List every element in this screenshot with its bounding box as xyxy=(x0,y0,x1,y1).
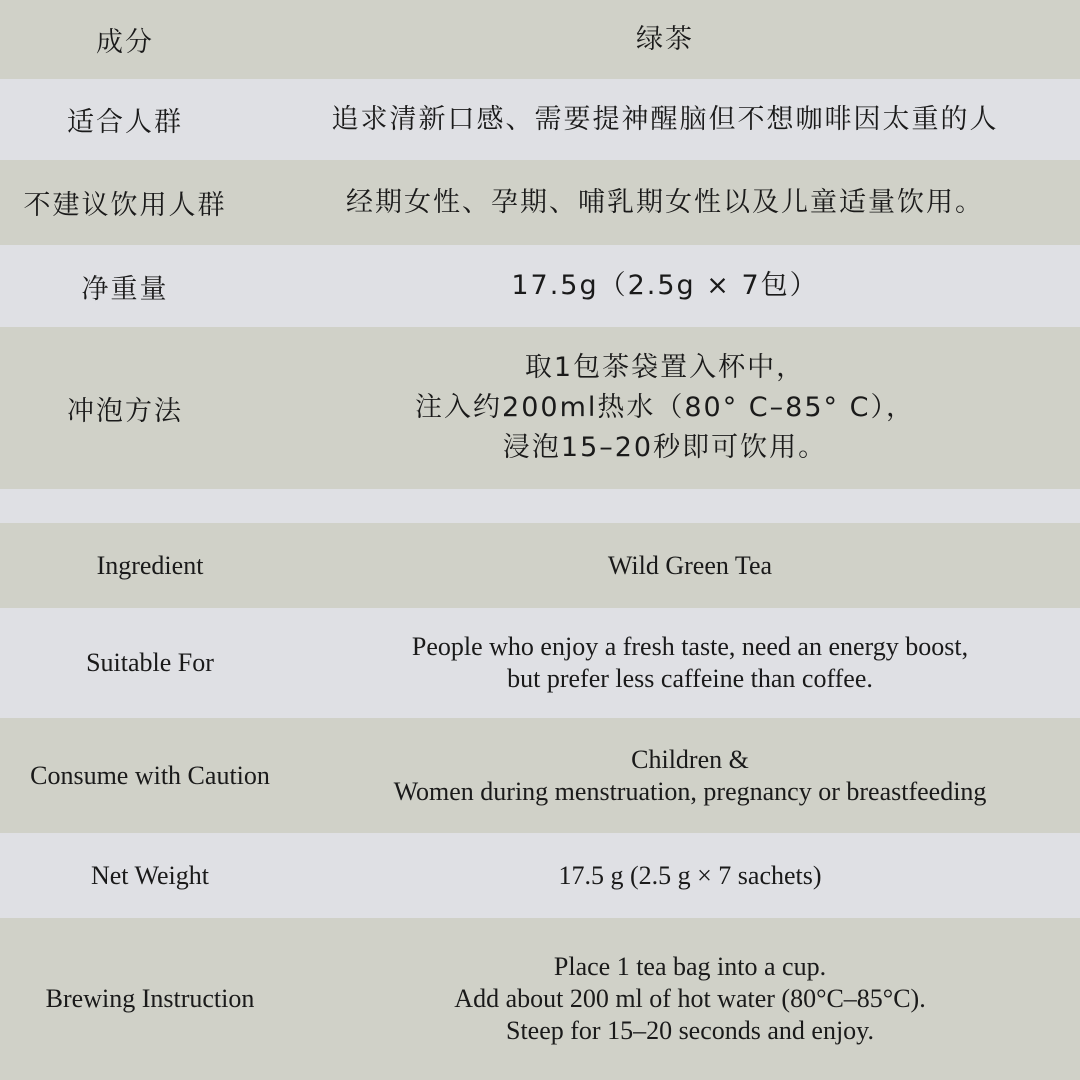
table-row-caution-cn xyxy=(0,160,1080,245)
row-label: Brewing Instruction xyxy=(45,984,255,1013)
row-label: 成分 xyxy=(96,27,154,58)
value-line: Women during menstruation, pregnancy or breastfeeding xyxy=(393,776,987,806)
table-row-ingredient-cn xyxy=(0,0,1080,79)
row-label: Consume with Caution xyxy=(30,760,270,790)
table-row-ingredient-en xyxy=(0,523,1080,608)
table-row-brewing-cn xyxy=(0,327,1080,489)
row-label: Ingredient xyxy=(96,550,204,580)
row-value xyxy=(250,160,1080,245)
table-row-suitable-en xyxy=(0,608,1080,718)
row-value xyxy=(300,718,1080,833)
value-line: Place 1 tea bag into a cup. xyxy=(553,952,827,981)
row-label: Suitable For xyxy=(86,648,214,677)
table-row-brewing-en xyxy=(0,918,1080,1080)
value-line: 注入约200ml热水（80° C–85° C）， xyxy=(415,392,915,423)
row-label: 净重量 xyxy=(81,273,169,305)
table-row-suitable-cn xyxy=(0,79,1080,160)
row-label: 不建议饮用人群 xyxy=(23,190,227,221)
value-line: 取1包茶袋置入杯中， xyxy=(524,352,806,383)
row-value xyxy=(250,79,1080,160)
table-row-caution-en xyxy=(0,718,1080,833)
value-line: 追求清新口感、需要提神醒脑但不想咖啡因太重的人 xyxy=(331,103,999,135)
value-line: 绿茶 xyxy=(636,23,694,55)
value-line: Steep for 15–20 seconds and enjoy. xyxy=(505,1016,874,1045)
row-value xyxy=(250,327,1080,489)
value-line: People who enjoy a fresh taste, need an energy boost, xyxy=(411,632,969,661)
section-divider xyxy=(0,489,1080,523)
value-line: Add about 200 ml of hot water (80°C–85°C). xyxy=(454,984,926,1013)
table-row-net-weight-en xyxy=(0,833,1080,918)
row-label: 冲泡方法 xyxy=(67,395,183,427)
value-line: 17.5 g (2.5 g × 7 sachets) xyxy=(558,860,822,890)
value-line: but prefer less caffeine than coffee. xyxy=(507,664,873,693)
row-value xyxy=(300,833,1080,918)
row-label: Net Weight xyxy=(90,860,209,890)
value-line: 经期女性、孕期、哺乳期女性以及儿童适量饮用。 xyxy=(346,186,984,218)
table-row-net-weight-cn xyxy=(0,245,1080,327)
row-value xyxy=(250,0,1080,79)
row-value xyxy=(300,523,1080,608)
row-value xyxy=(300,918,1080,1080)
row-label: 适合人群 xyxy=(67,107,183,138)
value-line: Wild Green Tea xyxy=(607,550,773,580)
row-value xyxy=(250,245,1080,327)
value-line: 17.5g（2.5g × 7包） xyxy=(511,270,819,301)
value-line: 浸泡15–20秒即可饮用。 xyxy=(502,432,828,463)
value-line: Children & xyxy=(631,744,749,774)
row-value xyxy=(300,608,1080,718)
